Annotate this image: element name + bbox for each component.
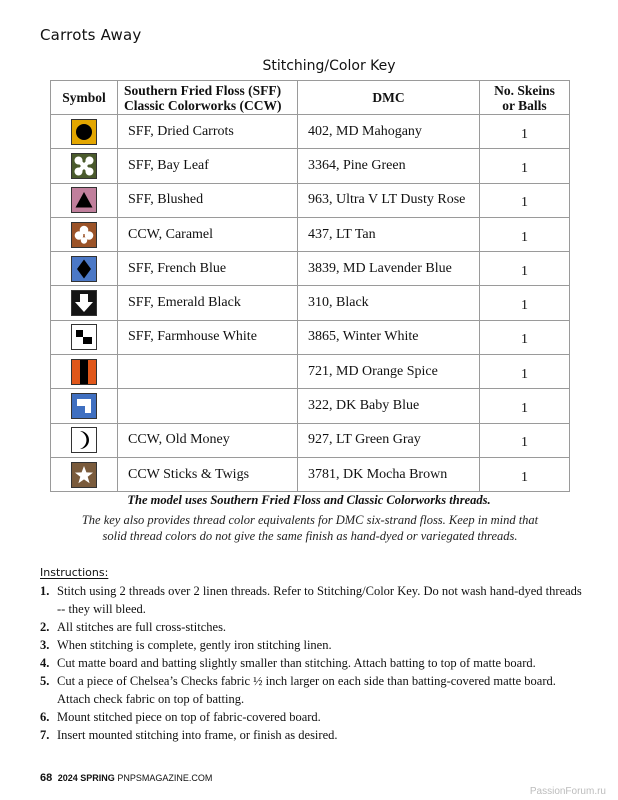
floss-cell: SFF, Farmhouse White bbox=[118, 320, 298, 354]
floss-cell: SFF, Blushed bbox=[118, 183, 298, 217]
diamond-symbol bbox=[71, 256, 97, 282]
watermark: PassionForum.ru bbox=[529, 786, 606, 797]
vertical-bar-symbol bbox=[71, 359, 97, 385]
floss-cell: SFF, Dried Carrots bbox=[118, 115, 298, 149]
header-qty-line1: No. Skeins bbox=[494, 82, 555, 98]
instruction-number: 2. bbox=[40, 620, 50, 634]
symbol-cell bbox=[51, 355, 118, 389]
triangle-symbol bbox=[71, 187, 97, 213]
floss-cell: CCW, Caramel bbox=[118, 217, 298, 251]
x-cross-symbol-graphic bbox=[72, 154, 96, 178]
skein-count-cell: 1 bbox=[480, 389, 570, 423]
key-row bbox=[51, 389, 570, 423]
x-cross-symbol bbox=[71, 153, 97, 179]
dmc-cell: 721, MD Orange Spice bbox=[298, 355, 480, 389]
dmc-cell: 3865, Winter White bbox=[298, 320, 480, 354]
symbol-cell bbox=[51, 320, 118, 354]
key-row bbox=[51, 457, 570, 491]
page-footer bbox=[40, 772, 212, 784]
key-row bbox=[51, 217, 570, 251]
floss-cell: SFF, Emerald Black bbox=[118, 286, 298, 320]
circle-symbol-graphic bbox=[72, 120, 96, 144]
dmc-cell: 402, MD Mahogany bbox=[298, 115, 480, 149]
key-title: Stitching/Color Key bbox=[262, 58, 396, 74]
key-equivalents-note: The key also provides thread color equivalents for DMC six-strand floss. Keep in mind that solid thread colors do not give the same finish as hand-dyed or variegated threads. bbox=[81, 513, 539, 543]
dmc-cell: 3781, DK Mocha Brown bbox=[298, 457, 480, 491]
floss-cell: SFF, French Blue bbox=[118, 252, 298, 286]
instructions-list bbox=[40, 582, 588, 744]
vertical-bar-symbol-graphic bbox=[72, 360, 96, 384]
corner-notch-symbol bbox=[71, 393, 97, 419]
instruction-text: When stitching is complete, gently iron stitching linen. bbox=[57, 638, 332, 652]
header-floss-line1: Southern Fried Floss (SFF) bbox=[124, 82, 282, 98]
symbol-cell bbox=[51, 183, 118, 217]
dmc-cell: 322, DK Baby Blue bbox=[298, 389, 480, 423]
instruction-item bbox=[40, 726, 588, 744]
dmc-cell: 437, LT Tan bbox=[298, 217, 480, 251]
instruction-item bbox=[40, 582, 588, 618]
corner-notch-symbol-graphic bbox=[72, 394, 96, 418]
dmc-cell: 3364, Pine Green bbox=[298, 149, 480, 183]
instruction-text: All stitches are full cross-stitches. bbox=[57, 620, 227, 634]
key-row bbox=[51, 286, 570, 320]
instruction-number: 3. bbox=[40, 638, 50, 652]
skein-count-cell: 1 bbox=[480, 115, 570, 149]
floss-cell: CCW, Old Money bbox=[118, 423, 298, 457]
page-number: 68 bbox=[40, 772, 53, 784]
skein-count-cell: 1 bbox=[480, 183, 570, 217]
header-dmc: DMC bbox=[298, 81, 480, 115]
instruction-text: Insert mounted stitching into frame, or finish as desired. bbox=[57, 728, 338, 742]
instruction-item bbox=[40, 672, 588, 708]
dmc-cell: 3839, MD Lavender Blue bbox=[298, 252, 480, 286]
clover-symbol bbox=[71, 222, 97, 248]
dmc-cell: 963, Ultra V LT Dusty Rose bbox=[298, 183, 480, 217]
key-row bbox=[51, 423, 570, 457]
symbol-cell bbox=[51, 423, 118, 457]
instruction-text: Cut a piece of Chelsea’s Checks fabric ½ inch larger on each side than batting-covered matte board. Attach check fabric on top of batting. bbox=[57, 674, 556, 706]
step-squares-symbol-graphic bbox=[72, 325, 96, 349]
header-floss-line2: Classic Colorworks (CCW) bbox=[124, 97, 282, 113]
floss-cell bbox=[118, 355, 298, 389]
skein-count-cell: 1 bbox=[480, 320, 570, 354]
header-symbol: Symbol bbox=[51, 81, 118, 115]
dmc-cell: 310, Black bbox=[298, 286, 480, 320]
instruction-text: Mount stitched piece on top of fabric-covered board. bbox=[57, 710, 321, 724]
skein-count-cell: 1 bbox=[480, 149, 570, 183]
symbol-cell bbox=[51, 115, 118, 149]
instructions-title: Instructions: bbox=[40, 566, 109, 579]
instruction-item bbox=[40, 708, 588, 726]
triangle-symbol-graphic bbox=[72, 188, 96, 212]
instruction-text: Cut matte board and batting slightly smaller than stitching. Attach batting to top of matte board. bbox=[57, 656, 536, 670]
design-title: Carrots Away bbox=[40, 26, 142, 44]
instruction-number: 1. bbox=[40, 584, 50, 598]
skein-count-cell: 1 bbox=[480, 217, 570, 251]
key-row bbox=[51, 183, 570, 217]
key-row bbox=[51, 115, 570, 149]
instruction-text: Stitch using 2 threads over 2 linen threads. Refer to Stitching/Color Key. Do not wash hand-dyed threads -- they will bleed. bbox=[57, 584, 582, 616]
crescent-symbol bbox=[71, 427, 97, 453]
instruction-item bbox=[40, 618, 588, 636]
skein-count-cell: 1 bbox=[480, 355, 570, 389]
key-row bbox=[51, 320, 570, 354]
diamond-symbol-graphic bbox=[72, 257, 96, 281]
instruction-item bbox=[40, 636, 588, 654]
floss-cell bbox=[118, 389, 298, 423]
skein-count-cell: 1 bbox=[480, 252, 570, 286]
star-symbol-graphic bbox=[72, 463, 96, 487]
instruction-number: 7. bbox=[40, 728, 50, 742]
issue-label: 2024 SPRING bbox=[57, 773, 115, 783]
instruction-number: 6. bbox=[40, 710, 50, 724]
symbol-cell bbox=[51, 252, 118, 286]
header-qty-line2: or Balls bbox=[502, 97, 547, 113]
floss-cell: SFF, Bay Leaf bbox=[118, 149, 298, 183]
instruction-item bbox=[40, 654, 588, 672]
instruction-number: 4. bbox=[40, 656, 50, 670]
step-squares-symbol bbox=[71, 324, 97, 350]
symbol-cell bbox=[51, 286, 118, 320]
down-arrow-symbol bbox=[71, 290, 97, 316]
floss-cell: CCW Sticks & Twigs bbox=[118, 457, 298, 491]
circle-symbol bbox=[71, 119, 97, 145]
stitching-color-key-table bbox=[50, 80, 570, 492]
symbol-cell bbox=[51, 457, 118, 491]
key-row bbox=[51, 355, 570, 389]
magazine-site-link[interactable]: PNPSMAGAZINE.COM bbox=[117, 773, 213, 783]
down-arrow-symbol-graphic bbox=[72, 291, 96, 315]
instruction-number: 5. bbox=[40, 674, 50, 688]
symbol-cell bbox=[51, 389, 118, 423]
skein-count-cell: 1 bbox=[480, 286, 570, 320]
key-row bbox=[51, 252, 570, 286]
clover-symbol-graphic bbox=[72, 223, 96, 247]
key-row bbox=[51, 149, 570, 183]
dmc-cell: 927, LT Green Gray bbox=[298, 423, 480, 457]
table-header-row bbox=[51, 81, 570, 115]
skein-count-cell: 1 bbox=[480, 423, 570, 457]
symbol-cell bbox=[51, 149, 118, 183]
header-floss bbox=[118, 81, 298, 115]
model-note: The model uses Southern Fried Floss and Classic Colorworks threads. bbox=[127, 493, 491, 507]
star-symbol bbox=[71, 462, 97, 488]
crescent-symbol-graphic bbox=[72, 428, 96, 452]
symbol-cell bbox=[51, 217, 118, 251]
skein-count-cell: 1 bbox=[480, 457, 570, 491]
header-qty bbox=[480, 81, 570, 115]
